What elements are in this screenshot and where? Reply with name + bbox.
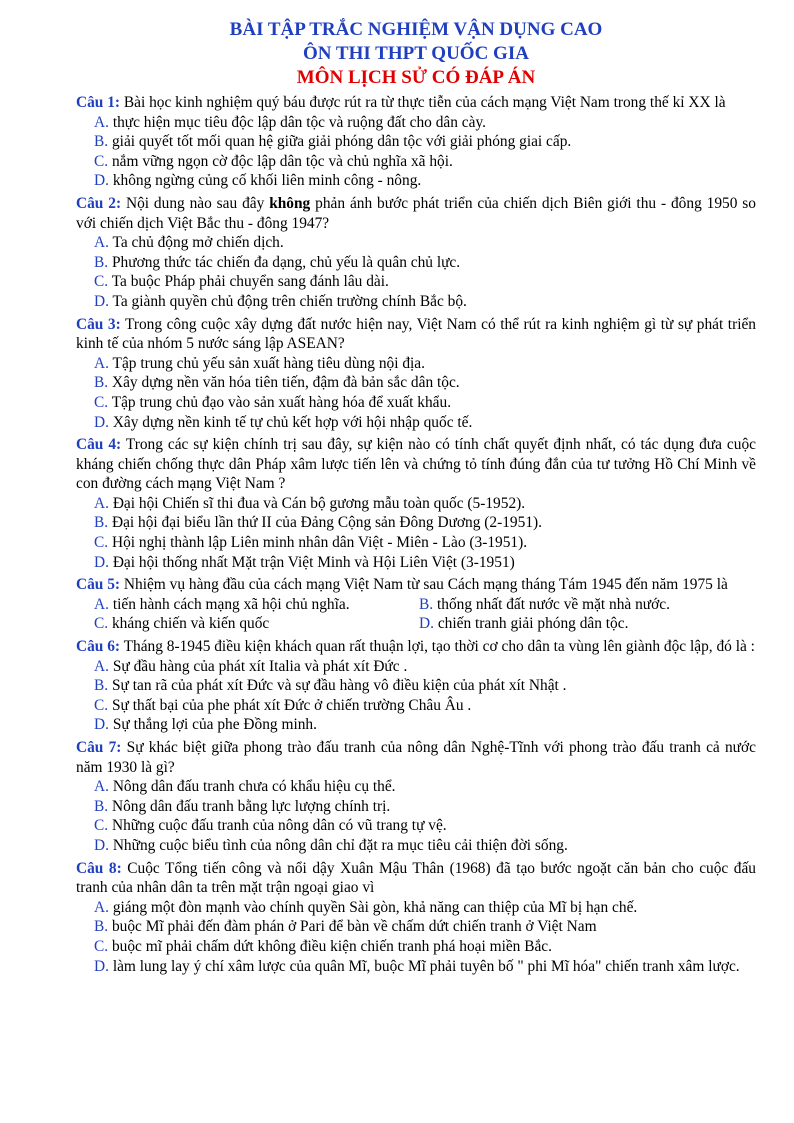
question-stem: Câu 8: Cuộc Tổng tiến công và nổi dậy Xuân Mậu Thân (1968) đã tạo bước ngoặt căn bản cho cuộc đấu tranh của nhân dân ta trên mặt trận ngoại giao vì (76, 859, 756, 897)
option-c: C. nắm vững ngọn cờ độc lập dân tộc và chủ nghĩa xã hội. (94, 152, 453, 170)
option-d: D. Sự thắng lợi của phe Đồng minh. (94, 716, 317, 734)
option-b: B. Sự tan rã của phát xít Đức và sự đầu hàng vô điều kiện của phát xít Nhật . (94, 677, 567, 695)
option-c: C. Tập trung chủ đạo vào sản xuất hàng hóa để xuất khẩu. (94, 393, 452, 411)
option-a: A. Đại hội Chiến sĩ thi đua và Cán bộ gương mẫu toàn quốc (5-1952). (94, 494, 526, 512)
question-label: Câu 3: (76, 315, 121, 333)
option-d: D. làm lung lay ý chí xâm lược của quân Mĩ, buộc Mĩ phải tuyên bố " phi Mĩ hóa" chiến tranh xâm lược. (94, 957, 740, 975)
question-label: Câu 2: (76, 194, 122, 212)
option-b: B. Nông dân đấu tranh bằng lực lượng chính trị. (94, 797, 391, 815)
option-c: C. Ta buộc Pháp phải chuyển sang đánh lâu dài. (94, 273, 389, 291)
option-c: C. kháng chiến và kiến quốc (94, 615, 270, 633)
option-b: B. buộc Mĩ phải đến đàm phán ở Pari để bàn về chấm dứt chiến tranh ở Việt Nam (94, 918, 597, 936)
question-label: Câu 4: (76, 436, 122, 454)
question-1 (76, 93, 756, 191)
title-line-3: MÔN LỊCH SỬ CÓ ĐÁP ÁN (296, 67, 536, 88)
option-a: A. Tập trung chủ yếu sản xuất hàng tiêu dùng nội địa. (94, 354, 425, 372)
question-text: Bài học kinh nghiệm quý báu được rút ra từ thực tiễn của cách mạng Việt Nam trong thế kỉ XX là (120, 94, 726, 111)
option-a: A. tiến hành cách mạng xã hội chủ nghĩa. (94, 595, 350, 613)
option-d: D. không ngừng củng cố khối liên minh công - nông. (94, 172, 422, 190)
question-label: Câu 6: (76, 638, 121, 656)
question-6 (76, 637, 756, 735)
option-c: C. Hội nghị thành lập Liên minh nhân dân Việt - Miên - Lào (3-1951). (94, 534, 528, 552)
option-b: B. Xây dựng nền văn hóa tiên tiến, đậm đà bản sắc dân tộc. (94, 374, 460, 392)
keyword-khong: không (269, 194, 311, 212)
question-7 (76, 738, 756, 856)
option-a: A. Nông dân đấu tranh chưa có khẩu hiệu cụ thể. (94, 778, 396, 796)
option-d: D. Ta giành quyền chủ động trên chiến trường chính Bắc bộ. (94, 292, 467, 310)
question-stem: Câu 2: Nội dung nào sau đây không phản ánh bước phát triển của chiến dịch Biên giới thu - đông 1950 so với chiến dịch Việt Bắc thu - đông 1947? (76, 194, 756, 232)
title-line-2: ÔN THI THPT QUỐC GIA (303, 43, 529, 64)
option-c: C. Sự thất bại của phe phát xít Đức ở chiến trường Châu Âu . (94, 696, 472, 714)
option-d: D. Xây dựng nền kinh tế tự chủ kết hợp với hội nhập quốc tế. (94, 413, 473, 431)
option-b: B. Phương thức tác chiến đa dạng, chủ yếu là quân chủ lực. (94, 253, 461, 271)
question-label: Câu 8: (76, 859, 122, 877)
document-header (76, 18, 756, 90)
option-b: B. giải quyết tốt mối quan hệ giữa giải phóng dân tộc với giải phóng giai cấp. (94, 133, 572, 151)
option-b: B. thống nhất đất nước về mặt nhà nước. (419, 595, 670, 613)
option-a: A. giáng một đòn mạnh vào chính quyền Sài gòn, khả năng can thiệp của Mĩ bị hạn chế. (94, 898, 638, 916)
title-line-1: BÀI TẬP TRẮC NGHIỆM VẬN DỤNG CAO (229, 19, 603, 40)
question-stem: Câu 6: Tháng 8-1945 điều kiện khách quan rất thuận lợi, tạo thời cơ cho dân ta vùng lên giành độc lập, đó là : (76, 638, 755, 656)
question-8 (76, 859, 756, 977)
option-d: D. Những cuộc biểu tình của nông dân chỉ đặt ra mục tiêu cải thiện đời sống. (94, 836, 568, 854)
question-2 (76, 194, 756, 312)
question-3 (76, 315, 756, 433)
option-d: D. chiến tranh giải phóng dân tộc. (419, 615, 629, 633)
question-stem (76, 93, 756, 113)
option-b: B. Đại hội đại biểu lần thứ II của Đảng Cộng sản Đông Dương (2-1951). (94, 514, 542, 532)
option-c: C. Những cuộc đấu tranh của nông dân có vũ trang tự vệ. (94, 817, 447, 835)
question-label: Câu 7: (76, 739, 122, 756)
option-row (76, 595, 756, 615)
question-label: Câu 1: (76, 94, 121, 111)
question-4 (76, 435, 756, 572)
option-d: D. Đại hội thống nhất Mặt trận Việt Minh và Hội Liên Việt (3-1951) (94, 553, 515, 571)
option-a: A. thực hiện mục tiêu độc lập dân tộc và ruộng đất cho dân cày. (94, 113, 486, 131)
question-label: Câu 5: (76, 576, 121, 594)
question-stem: Câu 5: Nhiệm vụ hàng đầu của cách mạng Việt Nam từ sau Cách mạng tháng Tám 1945 đến năm 1975 là (76, 576, 728, 594)
question-stem: Câu 3: Trong công cuộc xây dựng đất nước hiện nay, Việt Nam có thể rút ra kinh nghiệm gì từ sự phát triển kinh tế của nhóm 5 nước sáng lập ASEAN? (76, 315, 756, 353)
document-page (76, 18, 756, 976)
question-stem: Câu 7: Sự khác biệt giữa phong trào đấu tranh của nông dân Nghệ-Tĩnh với phong trào đấu tranh cả nước năm 1930 là gì? (76, 739, 756, 776)
option-c: C. buộc mĩ phải chấm dứt không điều kiện chiến tranh phá hoại miền Bắc. (94, 937, 552, 955)
question-5 (76, 575, 756, 634)
option-a: A. Sự đầu hàng của phát xít Italia và phát xít Đức . (94, 657, 408, 675)
option-a: A. Ta chủ động mở chiến dịch. (94, 234, 284, 252)
question-stem: Câu 4: Trong các sự kiện chính trị sau đây, sự kiện nào có tính chất quyết định nhất, có tác dụng đưa cuộc kháng chiến chống thực dân Pháp xâm lược tiến lên và chứng tỏ tính đúng đắn của tư tưởng Hồ Chí Minh về con đường cách mạng Việt Nam ? (76, 436, 756, 493)
option-row (76, 614, 756, 634)
